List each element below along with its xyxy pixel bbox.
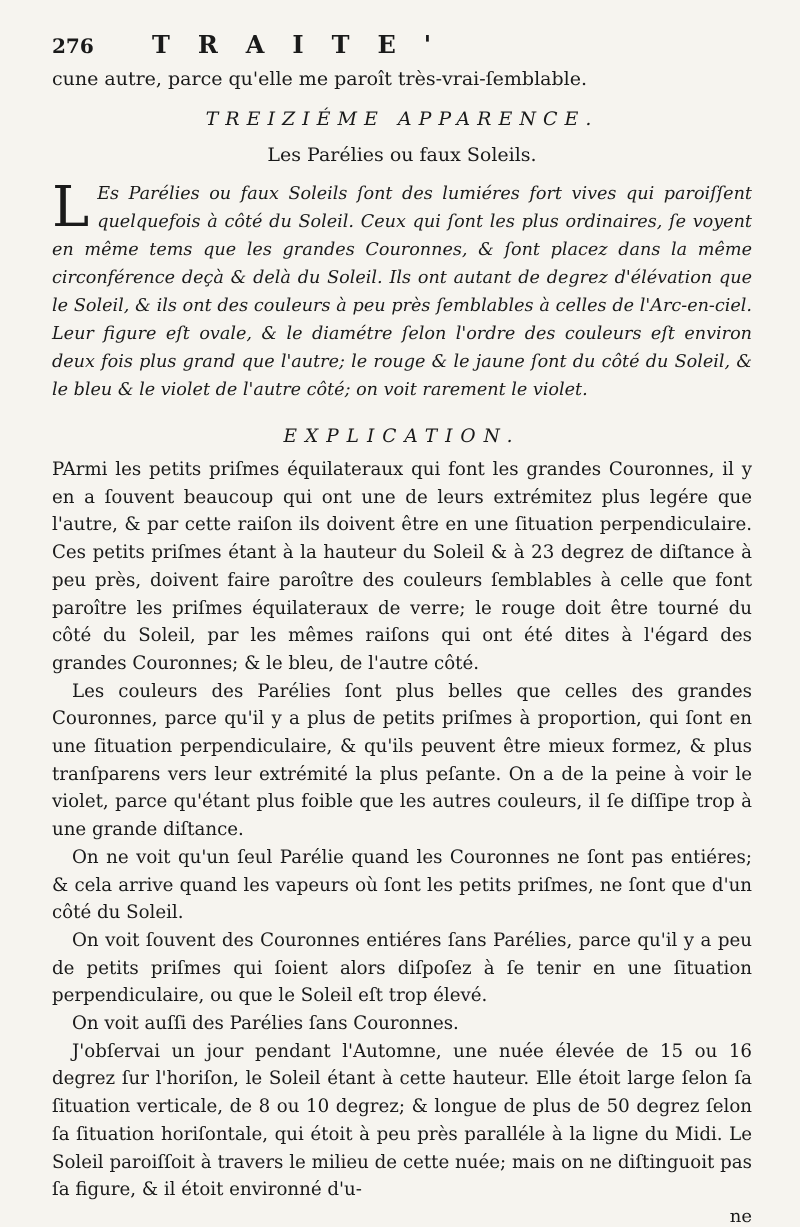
running-title: TRAITE' [152, 30, 460, 59]
book-page [52, 30, 752, 1227]
paragraph: PArmi les petits priſmes équilateraux qui font les grandes Couronnes, il y en a ſouvent beaucoup qui ont une de leurs extrémitez plus legére que l'autre, & par cette raiſon ils doivent être en une ſituation perpendiculaire. Ces petits priſmes étant à la hauteur du Soleil & à 23 degrez de diſtance à peu près, doivent faire paroître des couleurs ſemblables à celle que font paroître les priſmes équilateraux de verre; le rouge doit être tourné du côté du Soleil, par les mêmes raiſons qui ont été dites à l'égard des grandes Couronnes; & le bleu, de l'autre côté. [52, 459, 752, 674]
section-subtitle: Les Parélies ou faux Soleils. [267, 144, 537, 166]
paragraph: On voit ſouvent des Couronnes entiéres ſans Parélies, parce qu'il y a peu de petits priſmes qui ſoient alors diſpoſez à ſe tenir en une ſituation perpendiculaire, ou que le Soleil eſt trop élevé. [52, 929, 752, 1007]
catchword: ne [729, 1205, 752, 1227]
paragraph: On voit auſſi des Parélies ſans Couronnes. [72, 1013, 459, 1035]
paragraph: On ne voit qu'un ſeul Parélie quand les Couronnes ne ſont pas entiéres; & cela arrive quand les vapeurs où ſont les petits priſmes, ne ſont que d'un côté du Soleil. [52, 846, 752, 924]
page-number: 276 [52, 34, 94, 58]
continuation-line: cune autre, parce qu'elle me paroît très-vrai-ſemblable. [52, 68, 588, 90]
section-title: TREIZIÉME APPARENCE. [205, 108, 599, 130]
paragraph: J'obſervai un jour pendant l'Automne, une nuée élevée de 15 ou 16 degrez ſur l'horiſon, le Soleil étant à cette hauteur. Elle étoit large ſelon ſa ſituation verticale, de 8 ou 10 degrez; & longue de plus de 50 degrez ſelon ſa ſituation horiſontale, qui étoit à peu près paralléle à la ligne du Midi. Le Soleil paroiſſoit à travers le milieu de cette nuée; mais on ne diſtinguoit pas ſa figure, & il étoit environné d'u- [52, 1040, 752, 1201]
intro-paragraph [52, 175, 752, 404]
drop-cap: L [52, 175, 90, 240]
intro-text: Es Parélies ou faux Soleils ſont des lumiéres fort vives qui paroiſſent quelquefois à côté du Soleil. Ceux qui ſont les plus ordinaires, ſe voyent en même tems que les grandes Couronnes, & ſont placez dans la même circonférence deçà & delà du Soleil. Ils ont autant de degrez d'élévation que le Soleil, & ils ont des couleurs à peu près ſemblables à celles de l'Arc-en-ciel. Leur figure eſt ovale, & le diamétre ſelon l'ordre des couleurs eſt environ deux fois plus grand que l'autre; le rouge & le jaune ſont du côté du Soleil, & le bleu & le violet de l'autre côté; on voit rarement le violet. [52, 184, 752, 400]
page-header [52, 30, 752, 64]
explication-heading: EXPLICATION. [283, 426, 521, 447]
explication-body [52, 456, 752, 1204]
paragraph: Les couleurs des Parélies ſont plus belles que celles des grandes Couronnes, parce qu'il y a plus de petits priſmes à proportion, qui ſont en une ſituation perpendiculaire, & qu'ils peuvent être mieux formez, & plus tranſparens vers leur extrémité la plus peſante. On a de la peine à voir le violet, parce qu'étant plus foible que les autres couleurs, il ſe diſſipe trop à une grande diſtance. [52, 680, 752, 841]
